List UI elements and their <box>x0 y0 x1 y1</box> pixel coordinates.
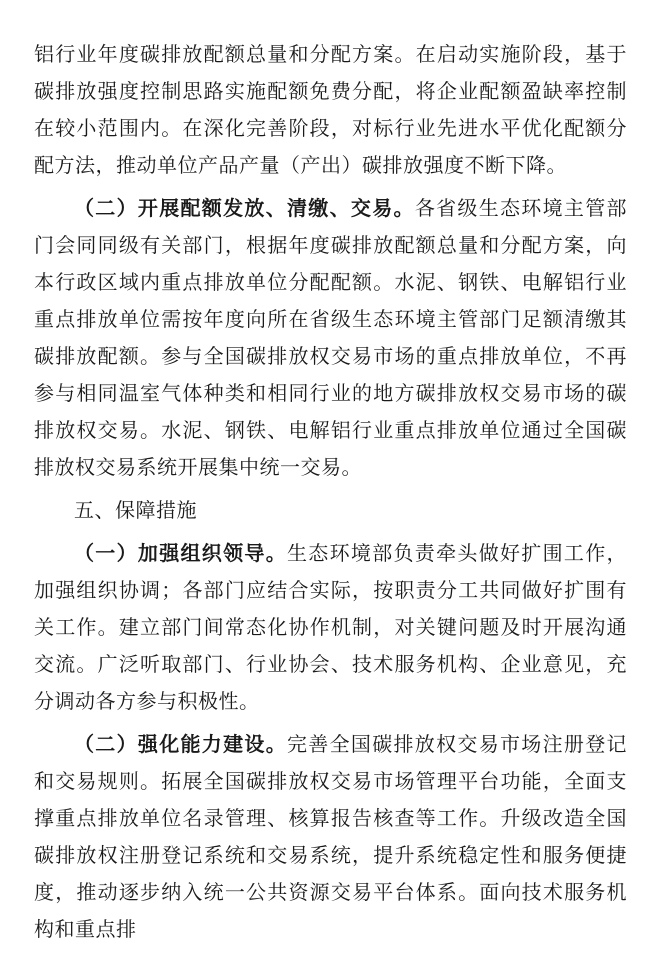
paragraph-lead-organization-leadership: （一）加强组织领导。 <box>74 541 287 565</box>
paragraph-body-quota-issuance: 各省级生态环境主管部门会同同级有关部门，根据年度碳排放配额总量和分配方案，向本行政区域内重点排放单位分配配额。水泥、钢铁、电解铝行业重点排放单位需按年度向所在省级生态环境主管部门足额清缴其碳排放配额。参与全国碳排放权交易市场的重点排放单位，不再参与相同温室气体种类和相同行业的地方碳排放权交易市场的碳排放权交易。水泥、钢铁、电解铝行业重点排放单位通过全国碳排放权交易系统开展集中统一交易。 <box>34 196 628 479</box>
paragraph-allocation-plan: 铝行业年度碳排放配额总量和分配方案。在启动实施阶段，基于碳排放强度控制思路实施配额免费分配，将企业配额盈缺率控制在较小范围内。在深化完善阶段，对标行业先进水平优化配额分配方法，推动单位产品产量（产出）碳排放强度不断下降。 <box>34 42 627 177</box>
paragraph-organization-leadership <box>34 535 627 720</box>
paragraph-lead-capacity-building: （二）强化能力建设。 <box>74 732 287 756</box>
paragraph-lead-quota-issuance: （二）开展配额发放、清缴、交易。 <box>74 196 415 220</box>
paragraph-body-organization-leadership: 生态环境部负责牵头做好扩围工作，加强组织协调；各部门应结合实际，按职责分工共同做好扩围有关工作。建立部门间常态化协作机制，对关键问题及时开展沟通交流。广泛听取部门、行业协会、技术服务机构、企业意见，充分调动各方参与积极性。 <box>34 541 627 713</box>
paragraph-body-capacity-building: 完善全国碳排放权交易市场注册登记和交易规则。拓展全国碳排放权交易市场管理平台功能，全面支撑重点排放单位名录管理、核算报告核查等工作。升级改造全国碳排放权注册登记系统和交易系统，提升系统稳定性和服务便捷度，推动逐步纳入统一公共资源交易平台体系。面向技术服务机构和重点排 <box>34 732 627 941</box>
section-heading-safeguards: 五、保障措施 <box>74 498 197 522</box>
paragraph-capacity-building <box>34 726 627 948</box>
paragraph-quota-issuance <box>34 190 627 486</box>
